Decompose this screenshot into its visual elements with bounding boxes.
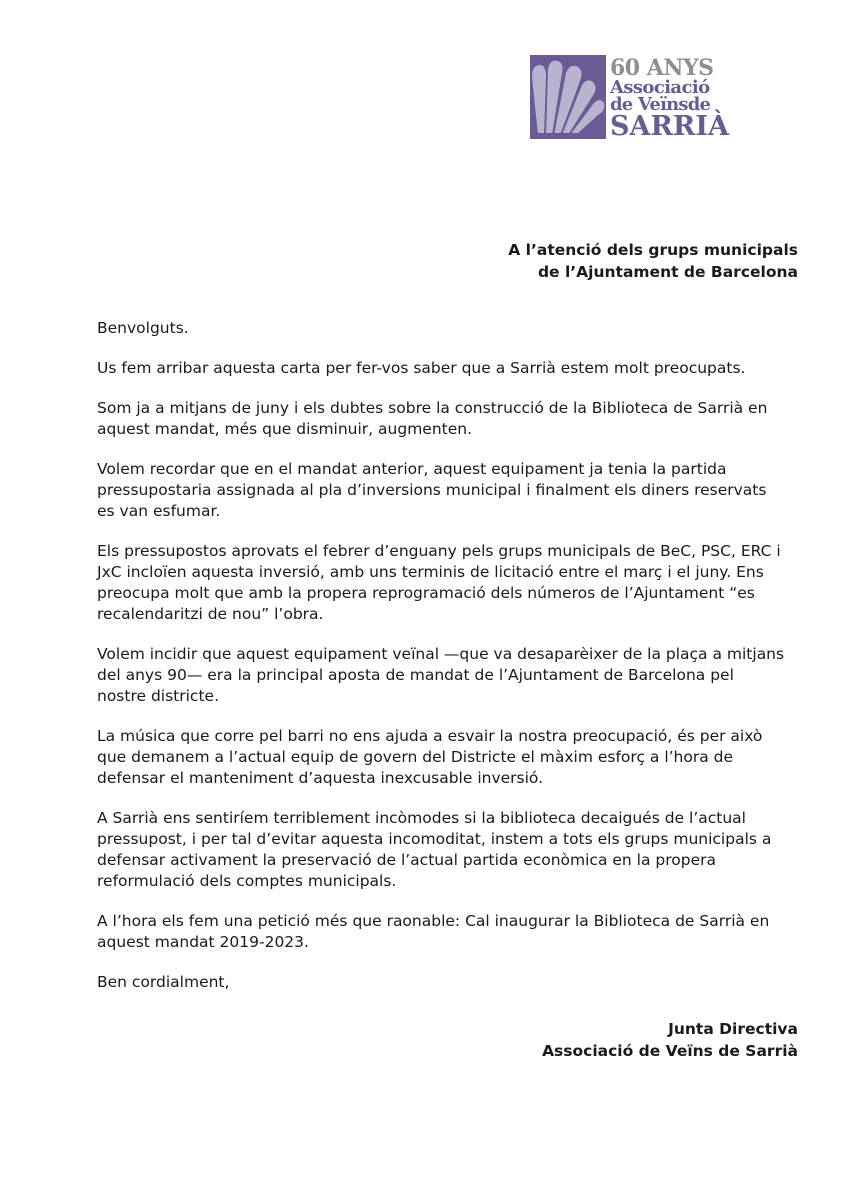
recipient-line-2: de l’Ajuntament de Barcelona bbox=[537, 263, 798, 281]
letter-body bbox=[97, 318, 787, 993]
logo-anniversary: 60 ANYS bbox=[610, 55, 714, 81]
paragraph: La música que corre pel barri no ens ajuda a esvair la nostra preocupació, és per això que demanem a l’actual equip de govern del Districte el màxim esforç a l’hora de defensar el manteniment d’aquesta inexcusable inversió. bbox=[97, 727, 763, 787]
logo-association: Associació bbox=[610, 77, 710, 98]
signature-line-1: Junta Directiva bbox=[668, 1020, 798, 1038]
signature-line-2: Associació de Veïns de Sarrià bbox=[542, 1042, 798, 1060]
logo-sarria: SARRIÀ bbox=[610, 111, 729, 142]
paragraph: Volem incidir que aquest equipament veïnal —que va desaparèixer de la plaça a mitjans del anys 90— era la principal aposta de mandat de l’Ajuntament de Barcelona pel nostre districte. bbox=[97, 645, 785, 705]
association-logo bbox=[530, 55, 740, 142]
paragraph: A Sarrià ens sentiríem terriblement incòmodes si la biblioteca decaigués de l’actual pressupost, i per tal d’evitar aquesta incomoditat, instem a tots els grups municipals a defensar activament la preservació de l’actual partida econòmica en la propera reformulació dels comptes municipals. bbox=[97, 809, 772, 890]
recipient-block bbox=[508, 239, 798, 283]
greeting: Benvolguts. bbox=[97, 319, 189, 337]
signature-block bbox=[542, 1018, 798, 1062]
paragraph: Som ja a mitjans de juny i els dubtes sobre la construcció de la Biblioteca de Sarrià en aquest mandat, més que disminuir, augmenten. bbox=[97, 399, 768, 438]
closing: Ben cordialment, bbox=[97, 973, 230, 991]
paragraph: A l’hora els fem una petició més que raonable: Cal inaugurar la Biblioteca de Sarrià en aquest mandat 2019-2023. bbox=[97, 912, 770, 951]
recipient-line-1: A l’atenció dels grups municipals bbox=[508, 241, 798, 259]
logo-de-veins: de Veïnsde bbox=[610, 94, 711, 115]
scallop-shell-icon bbox=[530, 55, 606, 139]
paragraph: Us fem arribar aquesta carta per fer-vos saber que a Sarrià estem molt preocupats. bbox=[97, 359, 746, 377]
logo-wordmark bbox=[610, 55, 740, 142]
paragraph: Els pressupostos aprovats el febrer d’enguany pels grups municipals de BeC, PSC, ERC i JxC incloïen aquesta inversió, amb uns terminis de licitació entre el març i el juny. Ens preocupa molt que amb la propera reprogramació dels números de l’Ajuntament “es recalendaritzi de nou” l’obra. bbox=[97, 542, 781, 623]
paragraph: Volem recordar que en el mandat anterior, aquest equipament ja tenia la partida pressupostaria assignada al pla d’inversions municipal i finalment els diners reservats es van esfumar. bbox=[97, 460, 767, 520]
